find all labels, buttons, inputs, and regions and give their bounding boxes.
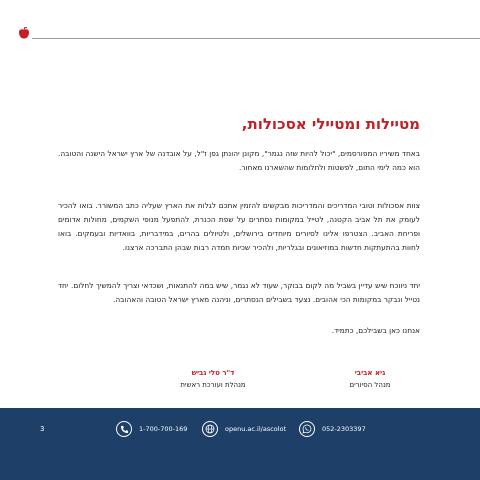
apple-icon <box>18 26 30 40</box>
signature-role: מנהלת ועורכת ראשית <box>180 381 246 389</box>
phone-contact[interactable] <box>116 420 187 438</box>
signature-tours-manager <box>330 367 410 391</box>
signature-role: מנהל הסיורים <box>349 381 391 389</box>
letter-paragraph: יחד ניווכח שיש עדיין בשביל מה לקום בבוקר, שעוד לא נגמר, שיש במה להתנאות, ושכדאי וצריך להמשיך לחלום. יחד נטייל ונבקר במקומות הכי אהובים. נצעד בשבילים הנסתרים, וניהנה מארץ ישראל הטובה והאהובה. <box>58 281 420 304</box>
signature-editor <box>168 367 258 391</box>
footer-bar <box>0 408 480 480</box>
signature-name: גיא אביבי <box>354 369 386 377</box>
whatsapp-icon <box>299 421 315 437</box>
letter-title: מטיילות ומטיילי אסכולות, <box>241 115 420 133</box>
whatsapp-number: 052-2303397 <box>322 425 366 433</box>
globe-icon <box>202 421 218 437</box>
letter-paragraph: צוות אסכולות וטובי המדריכים והמדריכות מבקשים להזמין אתכם לגלות את הארץ שעליה כתב המשורר. בואו להכיר לעומק את תל אביב הקטנה, לטייל במקומות נסתרים על שפת הכנרת, להתפעל מנופי השקמים, מחולות אדומים ופריחת האביב. הצטרפו אלינו לסיורים מיוחדים בירושלים, ולטיולים בהרים, במידבריות, בוואדיות ובעמקים. בואו לחוות בהתעתקות חדשות במוזיאונים ובגלריות, ולהכיר שכיות חמדה רבות שבהן התברכה ארצנו. <box>58 201 420 252</box>
letter-closing: אנחנו כאן בשבילכם, כתמיד. <box>331 326 420 335</box>
phone-icon <box>116 421 132 437</box>
letter-body <box>58 115 420 331</box>
whatsapp-contact[interactable] <box>299 420 366 438</box>
phone-number: 1-700-700-169 <box>139 425 188 433</box>
letter-paragraph: באחד משיריו המפורסמים, "יכול להיות שזה נגמר", מקונן יהונתן גפן ז"ל, על אובדנה של ארץ ישראל הישנה והטובה. הוא כמה לימי התום, לפשטות ולחלומות שהשארנו מאחור. <box>58 149 420 172</box>
page-number: 3 <box>40 425 45 433</box>
website-url: openu.ac.il/ascolot <box>225 425 287 433</box>
top-divider <box>32 38 480 39</box>
signature-name: ד"ר טלי גביש <box>191 369 235 377</box>
website-link[interactable] <box>202 420 286 438</box>
